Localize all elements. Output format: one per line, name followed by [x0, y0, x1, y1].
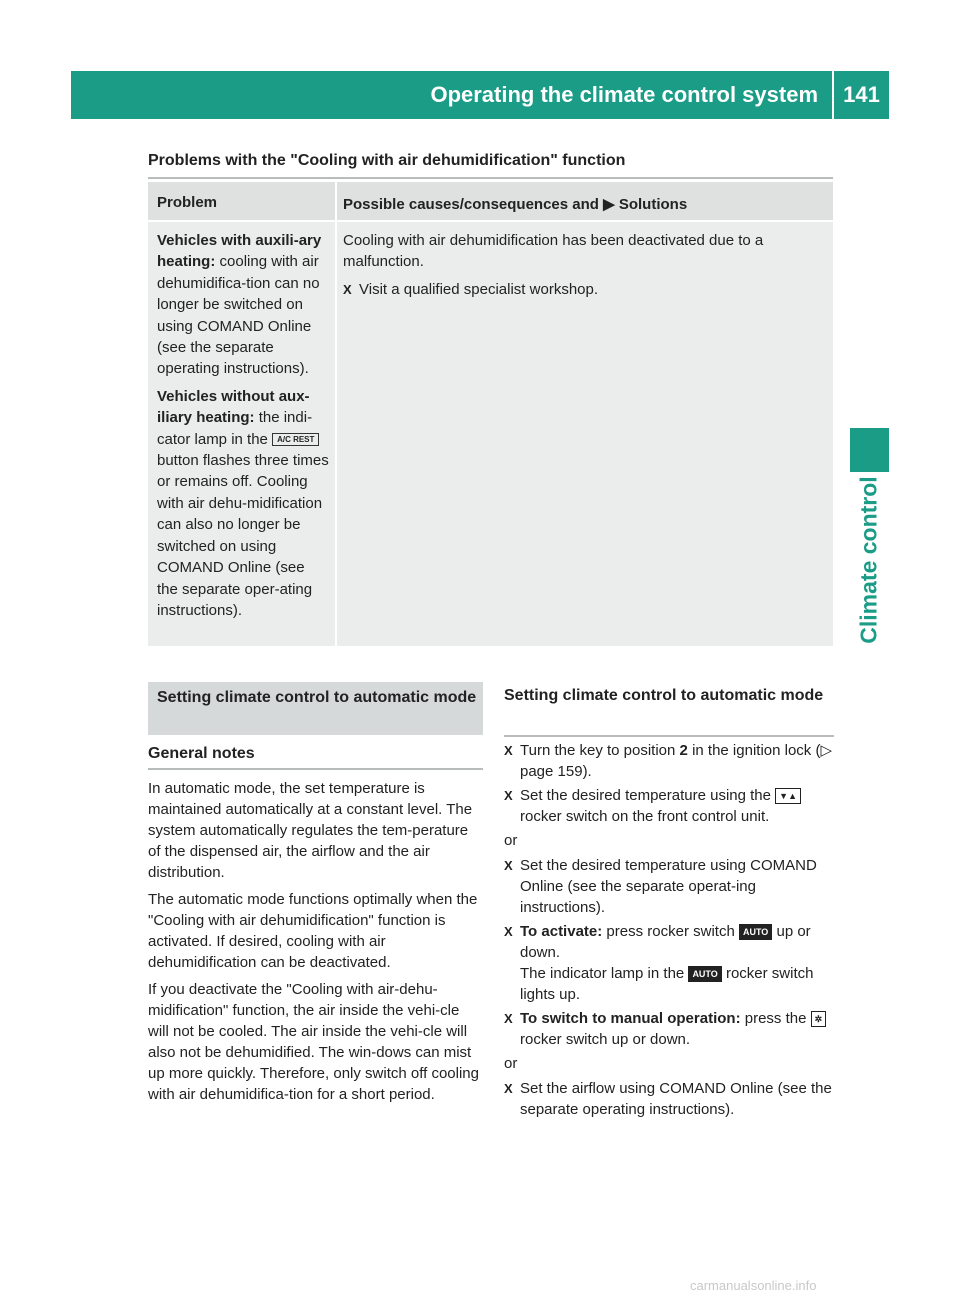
paragraph: The automatic mode functions optimally when the "Cooling with air dehumidification" function is activated. If desired, cooling with air dehumidification can be deactivated. [148, 891, 478, 971]
problem-aux-heating-text: cooling with air dehumidifica-tion can no longer be switched on using COMAND Online (see the separate operating instructions). [157, 253, 320, 378]
step-set-temperature-comand [504, 855, 834, 918]
table-header-problem [148, 182, 335, 220]
or-separator: or [504, 1055, 518, 1072]
general-notes-rule [148, 768, 483, 770]
step-text: press rocker switch [606, 923, 735, 940]
solution-step [343, 279, 823, 300]
step-text: The indicator lamp in the [520, 965, 685, 982]
step-text: rocker switch up or down. [520, 1031, 691, 1048]
solution-text: Visit a qualified specialist workshop. [359, 280, 599, 298]
step-text: Set the desired temperature using the [520, 787, 771, 804]
auto-button-icon: AUTO [688, 966, 721, 982]
problem-aux-heating-label: Vehicles with auxili-ary heating: [157, 232, 322, 271]
step-text: Set the desired temperature using COMAND Online (see the separate operat-ing instructions). [520, 857, 817, 916]
right-heading-rule [504, 735, 834, 737]
side-tab-marker [850, 428, 889, 472]
automatic-mode-heading: Setting climate control to automatic mode [157, 689, 477, 706]
col-header-problem: Problem [157, 194, 218, 211]
page-number: 141 [843, 82, 880, 107]
step-marker-icon: X [504, 1011, 513, 1026]
step-text: Set the airflow using COMAND Online (see the separate operating instructions). [520, 1080, 832, 1118]
table-cell-solution [337, 222, 833, 646]
step-text: in the ignition lock (▷ page 159). [520, 742, 832, 780]
step-label: To activate: [520, 923, 603, 940]
or-separator: or [504, 832, 518, 849]
step-set-airflow [504, 1078, 834, 1120]
step-text: Turn the key to position [520, 742, 676, 759]
step-note [520, 963, 834, 1005]
general-notes-title: General notes [148, 745, 255, 762]
step-marker-icon: X [343, 281, 352, 297]
col-header-solutions-label: Solutions [618, 196, 688, 213]
step-set-temperature-rocker [504, 785, 834, 827]
step-marker-icon: X [504, 1081, 513, 1096]
fan-rocker-icon: ✲ [811, 1011, 827, 1027]
problem-aux-heating [157, 230, 329, 380]
problem-no-aux-heating-text-2: button flashes three times or remains off. Cooling with air dehu-midification can also no longer be switched on using COMAND Online (see the separate oper-ating instructions). [157, 452, 329, 619]
step-text: rocker switch on the front control unit. [520, 808, 770, 825]
step-marker-icon: X [504, 788, 513, 803]
temperature-rocker-icon: ▼▲ [775, 788, 801, 804]
problem-no-aux-heating-label: Vehicles without aux-iliary heating: [157, 387, 310, 427]
paragraph: In automatic mode, the set temperature is maintained automatically at a constant level. The system automatically regulates the tem-perature of the dispensed air, the airflow and the air distribution. [148, 780, 473, 881]
right-heading: Setting climate control to automatic mode [504, 687, 824, 704]
step-turn-key [504, 740, 834, 782]
paragraph: If you deactivate the "Cooling with air-dehu-midification" function, the air inside the vehi-cle will not be cooled. The air inside the vehi-cle will also not be dehumidified. The win-dows can mist up more quickly. Therefore, only switch off cooling with air dehumidifica-tion for a short period. [148, 981, 479, 1103]
step-label: To switch to manual operation: [520, 1010, 741, 1027]
instruction-list [504, 740, 834, 1123]
section-title: Problems with the "Cooling with air dehumidification" function [148, 152, 626, 169]
section-rule [148, 177, 833, 179]
ac-rest-button-icon: A/C REST [272, 433, 319, 446]
watermark: carmanualsonline.info [690, 1278, 817, 1293]
key-position: 2 [679, 742, 688, 759]
problem-no-aux-heating [157, 386, 329, 621]
step-manual-operation [504, 1008, 834, 1050]
chapter-title: Operating the climate control system [430, 82, 818, 107]
table-cell-problem [148, 222, 335, 646]
step-marker-icon: X [504, 924, 513, 939]
table-header-solutions [337, 182, 833, 220]
cause-text: Cooling with air dehumidification has been deactivated due to a malfunction. [343, 232, 764, 271]
step-text: up or down. [520, 923, 811, 961]
step-marker-icon: X [504, 858, 513, 873]
col-header-solutions [337, 182, 833, 213]
step-text: rocker switch lights up. [520, 965, 814, 1003]
general-notes-body [148, 778, 484, 1111]
auto-button-icon: AUTO [739, 924, 772, 940]
problem-no-aux-heating-text: the indi-cator lamp in the [157, 409, 313, 448]
play-triangle-icon: ▶ [603, 196, 615, 213]
step-activate [504, 921, 834, 1005]
col-header-causes-label: Possible causes/consequences and [343, 196, 599, 213]
step-text: press the [744, 1010, 807, 1027]
side-tab-label: Climate control [855, 476, 882, 644]
step-marker-icon: X [504, 743, 513, 758]
